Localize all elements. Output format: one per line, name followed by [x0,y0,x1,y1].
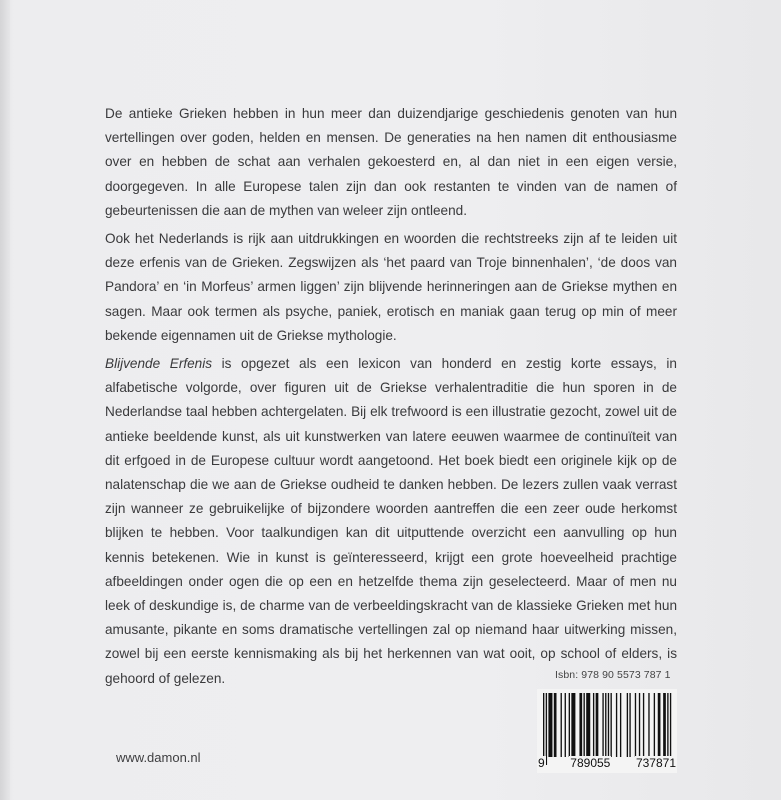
barcode-bar [654,693,655,757]
barcode-bar [596,693,599,757]
barcode-bar [561,693,562,757]
blurb-paragraph-2 [105,227,677,348]
barcode-bar [663,693,666,757]
paragraph-text: is opgezet als een lexicon van honderd en zestig korte essays, in alfabetische volgorde, over figuren uit de Griekse verhalentraditie die hun sporen in de Nederlandse taal hebben achtergelaten. Bij elk trefwoord is een illustratie gezocht, zowel uit de antieke beeldende kunst, als uit kunstwerken van latere eeuwen waarmee de continuïteit van dit erfgoed in de Europese cultuur wordt aangetoond. Het boek biedt een originele kijk op de nalatenschap die we aan de Griekse oudheid te danken hebben. De lezers zullen vaak verrast zijn wanneer ze gebruikelijke of bijzondere woorden aantreffen die een zeer oude herkomst blijken te hebben. Voor taalkundigen kan dit uitputtende overzicht een aanvulling op hun kennis betekenen. Wie in kunst is geïnteresseerd, krijgt een grote hoeveelheid prachtige afbeeldingen onder ogen die op een en hetzelfde thema zijn geselecteerd. Maar of men nu leek of deskundige is, de charme van de verbeeldingskracht van de klassieke Grieken met hun amusante, pikante en soms dramatische vertellingen zal op niemand haar uitwerking missen, zowel bij een eerste kennismaking als bij het herkennen van wat ooit, op school of elders, is gehoord of gelezen. [105,356,677,686]
barcode-bar [554,693,557,757]
barcode-bar [616,693,617,757]
barcode-first-digit: 9 [538,756,545,770]
barcode-bar [571,693,575,757]
publisher-website: www.damon.nl [116,750,201,765]
barcode-bar [584,693,585,757]
barcode-bar [639,693,640,757]
barcode-bar [586,693,590,757]
barcode-guard-bar [546,693,547,765]
barcode-guard-bar [543,693,544,765]
barcode-bar [643,693,644,757]
paragraph-text: Ook het Nederlands is rijk aan uitdrukkingen en woorden die rechtstreeks zijn af te leiden uit deze erfenis van de Grieken. Zegswijzen als ‘het paard van Troje binnenhalen’, ‘de doos van Pandora’ en ‘in Morfeus’ armen liggen’ zijn blijvende herinneringen aan de Griekse mythen en sagen. Maar ook termen als psyche, paniek, erotisch en maniak gaan terug op min of meer bekende eigennamen uit de Griekse mythologie. [105,231,677,343]
isbn-label: Isbn: 978 90 5573 787 1 [555,669,671,681]
barcode-bar [548,693,552,757]
barcode-bar [627,693,628,757]
barcode-bar [611,693,612,757]
barcode-guard-bar [667,693,668,765]
barcode-bar [629,693,630,757]
barcode-guard-bar [670,693,671,765]
book-title-italic: Blijvende Erfenis [105,356,213,372]
barcode-bar [569,693,570,757]
barcode-bar [620,693,621,757]
spine-edge [0,0,10,800]
barcode-digits [537,756,677,770]
barcode-guard-bar [605,693,606,765]
barcode-bar [635,693,636,757]
paragraph-text: De antieke Grieken hebben in hun meer dan duizendjarige geschiedenis genoten van hun vertellingen over goden, helden en mensen. De generaties na hen namen dit enthousiasme over en hebben de schat aan verhalen gekoesterd en, al dan niet in een eigen versie, doorgegeven. In alle Europese talen zijn dan ook restanten te vinden van de namen of gebeurtenissen die aan de mythen van weleer zijn ontleend. [105,106,677,218]
barcode-bar [579,693,582,757]
barcode-guard-bar [608,693,609,765]
blurb-text [105,102,677,695]
barcode-bar [565,693,566,757]
barcode-bar [648,693,649,757]
barcode-bar [658,693,661,757]
barcode-bar [593,693,594,757]
barcode-left-group: 789055 [570,756,611,770]
barcode-right-group: 737871 [635,756,676,770]
barcode-bar [602,693,603,757]
blurb-paragraph-3 [105,352,677,691]
blurb-paragraph-1 [105,102,677,223]
